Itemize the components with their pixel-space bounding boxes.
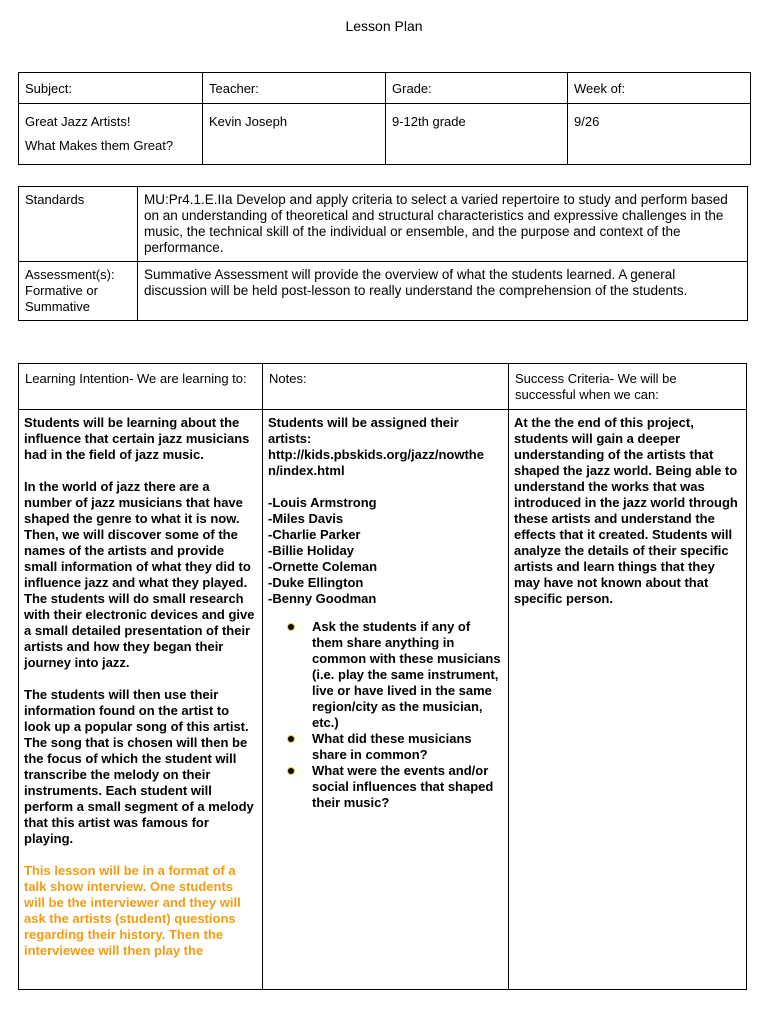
discussion-questions xyxy=(268,619,503,811)
subject-line-2: What Makes them Great? xyxy=(25,138,174,153)
artist-item: -Miles Davis xyxy=(268,511,344,526)
question-item: What were the events and/or social influences that shaped their music? xyxy=(312,763,503,811)
resource-url-line-1: http://kids.pbskids.org/jazz/nowthe xyxy=(268,447,484,462)
standards-label: Standards xyxy=(19,187,138,262)
standards-table xyxy=(18,186,748,321)
success-criteria-cell: At the the end of this project, students will gain a deeper understanding of the artists that shaped the jazz world. Being able to understand the works that was introduced in the jazz world through these artists and understand the effects that it created. Students will analyze the details of their specific artists and learn things that they may have not known about that specific person. xyxy=(509,410,747,990)
teacher-value: Kevin Joseph xyxy=(203,104,386,165)
resource-url-line-2: n/index.html xyxy=(268,463,345,478)
learning-paragraph: Students will be learning about the influence that certain jazz musicians had in the field of jazz music. xyxy=(24,415,250,462)
artist-item: -Billie Holiday xyxy=(268,543,354,558)
artist-item: -Ornette Coleman xyxy=(268,559,378,574)
subject-label: Subject: xyxy=(19,73,203,104)
week-value: 9/26 xyxy=(568,104,751,165)
question-item: What did these musicians share in common? xyxy=(312,731,503,763)
artist-item: -Charlie Parker xyxy=(268,527,361,542)
standards-text: MU:Pr4.1.E.IIa Develop and apply criteria to select a varied repertoire to study and perform based on an understanding of theoretical and structural characteristics and expressive challenges in the music, the technical skill of the individual or ensemble, and the purpose and context of the performance. xyxy=(138,187,748,262)
learning-paragraph: In the world of jazz there are a number of jazz musicians that have shaped the genre to what it is now. Then, we will discover some of the names of the artists and provide small information of what they did to influence jazz and what they played. The students will do small research with their electronic devices and give a small detailed presentation of their artists and how they began their journey into jazz. xyxy=(24,479,255,670)
success-criteria-header: Success Criteria- We will be successful when we can: xyxy=(509,364,747,410)
learning-intention-cell xyxy=(19,410,263,990)
grade-value: 9-12th grade xyxy=(386,104,568,165)
notes-intro: Students will be assigned their artists: xyxy=(268,415,459,446)
artist-item: -Louis Armstrong xyxy=(268,495,377,510)
spacer xyxy=(268,479,503,495)
lesson-plan-table xyxy=(18,363,747,990)
talk-show-note: This lesson will be in a format of a talk show interview. One students will be the interviewer and they will ask the artists (student) questions regarding their history. Then the interviewee will then play the xyxy=(24,863,241,958)
assessment-label-line-2: Formative or xyxy=(25,283,98,298)
grade-label: Grade: xyxy=(386,73,568,104)
subject-value xyxy=(19,104,203,165)
assessment-text: Summative Assessment will provide the overview of what the students learned. A general discussion will be held post-lesson to really understand the comprehension of the students. xyxy=(138,262,748,321)
learning-intention-header: Learning Intention- We are learning to: xyxy=(19,364,263,410)
learning-paragraph: The students will then use their information found on the artist to look up a popular song of this artist. The song that is chosen will then be the focus of which the student will transcribe the melody on their instruments. Each student will perform a small segment of a melody that this artist was famous for playing. xyxy=(24,687,254,846)
notes-header: Notes: xyxy=(263,364,509,410)
artist-item: -Duke Ellington xyxy=(268,575,364,590)
assessment-label-line-3: Summative xyxy=(25,299,91,314)
week-label: Week of: xyxy=(568,73,751,104)
assessment-label xyxy=(19,262,138,321)
lesson-info-table xyxy=(18,72,751,165)
subject-line-1: Great Jazz Artists! xyxy=(25,114,131,129)
question-item: Ask the students if any of them share anything in common with these musicians (i.e. play the same instrument, live or have lived in the same region/city as the musician, etc.) xyxy=(312,619,503,731)
notes-cell xyxy=(263,410,509,990)
assessment-label-line-1: Assessment(s): xyxy=(25,267,115,282)
teacher-label: Teacher: xyxy=(203,73,386,104)
artist-item: -Benny Goodman xyxy=(268,591,377,606)
page-title: Lesson Plan xyxy=(345,18,423,34)
